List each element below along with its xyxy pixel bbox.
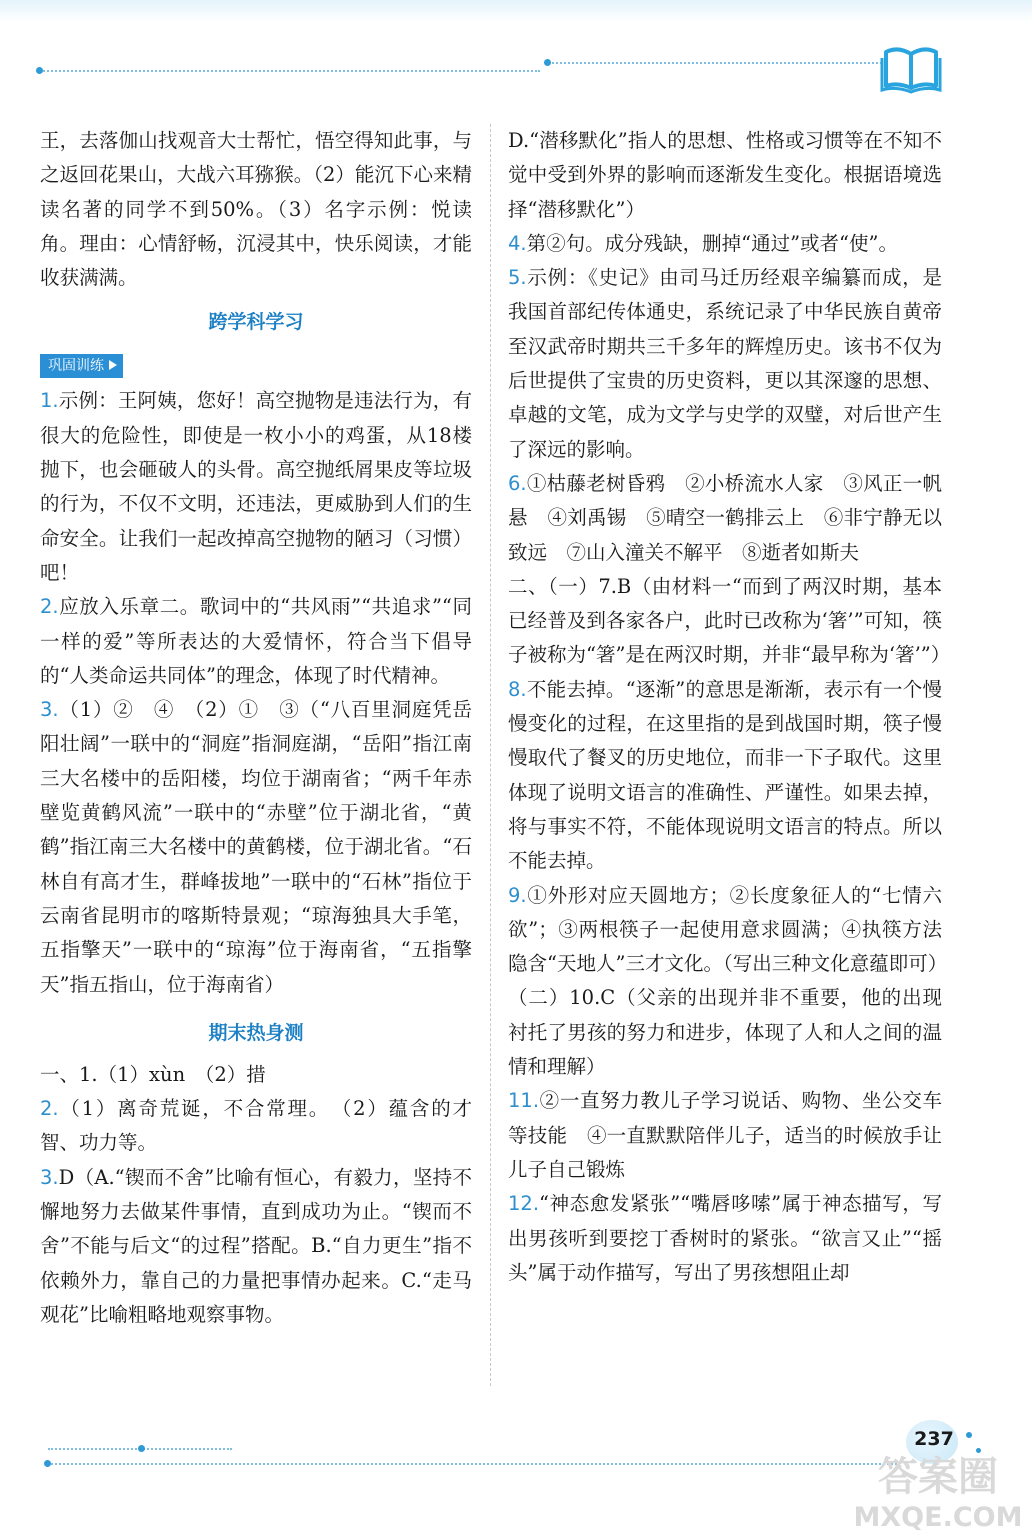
item-text: 示例：王阿姨，您好！高空抛物是违法行为，有很大的危险性，即使是一枚小小的鸡蛋，从18楼抛下，也会砸破人的头骨。高空抛纸屑果皮等垃圾的行为，不仅不文明，还违法，更威胁到人们的生命安全。让我们一起改掉高空抛物的陋习（习惯）吧！ [40,389,472,584]
answer-item [508,1187,942,1290]
section-title-final-warmup: 期末热身测 [208,1021,304,1044]
watermark-bottom-text: MXQE.COM [853,1502,1023,1532]
item-number: 9. [508,883,527,907]
header-dot [36,67,43,74]
answer-continuation: D.“潜移默化”指人的思想、性格或习惯等在不知不觉中受到外界的影响而逐渐发生变化。根据语境选择“潜移默化”） [508,129,942,221]
header-dotted-line-left [40,70,540,72]
item-text: 第②句。成分残缺，删掉“通过”或者“使”。 [526,231,898,255]
answer-item [40,1092,472,1161]
practice-badge [40,354,123,378]
answer-item [508,879,948,982]
item-number: 2. [40,1097,59,1121]
item-text: ②一直努力教儿子学习说话、购物、坐公交车等技能 ④一直默默陪伴儿子，适当的时候放手让儿子自己锻炼 [508,1089,942,1181]
book-icon [880,44,942,94]
top-band [0,0,1032,22]
answer-item [40,693,472,1002]
item-number: 3. [40,698,59,722]
item-text: ①外形对应天圆地方；②长度象征人的“七情六欲”；③两根筷子一起使用意求圆满；④执筷方法隐含“天地人”三才文化。（写出三种文化意蕴即可） [508,883,948,976]
item-text: D（A.“锲而不舍”比喻有恒心，有毅力，坚持不懈地努力去做某件事情，直到成功为止。“锲而不舍”不能与后文“的过程”搭配。B.“自力更生”指不依赖外力，靠自己的力量把事情办起来。C.“走马观花”比喻粗略地观察事物。 [40,1165,472,1326]
answer-item [40,1161,472,1332]
watermark-top-text: 答案圈 [878,1454,998,1500]
item-number: 4. [508,231,527,255]
right-column [508,124,951,1290]
item-number: 5. [508,266,527,290]
item-number: 12. [508,1192,540,1216]
footer-dot [138,1445,145,1452]
item-number: 8. [508,677,527,701]
footer-dot [44,1460,51,1467]
left-column [40,124,472,1332]
header-dot [544,59,551,66]
answer-item [508,467,942,570]
page-dot [966,1432,972,1438]
answer-item: 一、1.（1）xùn （2）措 [40,1062,266,1086]
answer-item [508,1084,942,1187]
watermark-logo [846,1448,1026,1532]
footer-dotted-line-long [48,1463,900,1465]
answer-item [508,261,942,467]
answer-item [508,673,942,879]
answer-item [40,590,472,693]
answer-item [508,227,942,261]
answer-item [40,384,472,590]
item-text: （1）离奇荒诞，不合常理。 （2）蕴含的才智、功力等。 [40,1097,472,1155]
item-number: 2. [40,595,59,619]
triangle-right-icon [109,360,117,370]
item-text: 应放入乐章二。歌词中的“共风雨”“共追求”“同一样的爱”等所表达的大爱情怀，符合当下倡导的“人类命运共同体”的理念，体现了时代精神。 [40,595,472,687]
item-number: 6. [508,471,527,495]
intro-paragraph: 王，去落伽山找观音大士帮忙，悟空得知此事，与之返回花果山，大战六耳猕猴。（2）能沉下心来精读名著的同学不到50%。（3）名字示例：悦读角。理由：心情舒畅，沉浸其中，快乐阅读，才能收获满满。 [40,129,472,290]
item-number: 3. [40,1165,59,1189]
item-text: 不能去掉。“逐渐”的意思是渐渐，表示有一个慢慢变化的过程，在这里指的是到战国时期，筷子慢慢取代了餐叉的历史地位，而非一下子取代。这里体现了说明文语言的准确性、严谨性。如果去掉，将与事实不符，不能体现说明文语言的特点。所以不能去掉。 [508,677,942,873]
header-dotted-line-right [548,62,882,64]
item-number: 1. [40,389,59,413]
item-number: 11. [508,1089,540,1113]
section-title-cross-discipline: 跨学科学习 [208,311,304,334]
item-text: 示例：《史记》由司马迁历经艰辛编纂而成，是我国首部纪传体通史，系统记录了中华民族自黄帝至汉武帝时期共三千多年的辉煌历史。该书不仅为后世提供了宝贵的历史资料，更以其深邃的思想、卓越的文笔，成为文学与史学的双璧，对后世产生了深远的影响。 [508,266,942,461]
page-number: 237 [914,1428,954,1450]
item-text: “神态愈发紧张”“嘴唇哆嗦”属于神态描写，写出男孩听到要挖丁香树时的紧张。“欲言又止”“摇头”属于动作描写，写出了男孩想阻止却 [508,1192,942,1284]
answer-item: （二）10.C（父亲的出现并非不重要，他的出现衬托了男孩的努力和进步，体现了人和人之间的温情和理解） [508,986,942,1079]
item-text: （1）② ④ （2）① ③（“八百里洞庭凭岳阳壮阔”一联中的“洞庭”指洞庭湖，“岳阳”指江南三大名楼中的岳阳楼，均位于湖南省；“两千年赤壁览黄鹤风流”一联中的“赤壁”位于湖北省，“黄鹤”指江南三大名楼中的黄鹤楼，位于湖北省。“石林自有高才生，群峰拔地”一联中的“石林”指位于云南省昆明市的喀斯特景观；“琼海独具大手笔，五指擎天”一联中的“琼海”位于海南省，“五指擎天”指五指山，位于海南省） [40,698,472,996]
answer-item: 二、（一）7.B（由材料一“而到了两汉时期，基本已经普及到各家各户，此时已改称为‘箸’”可知，筷子被称为“箸”是在两汉时期，并非“最早称为‘箸’”） [508,574,951,667]
column-divider [490,124,491,1386]
badge-label: 巩固训练 [48,358,104,375]
item-text: ①枯藤老树昏鸦 ②小桥流水人家 ③风正一帆悬 ④刘禹锡 ⑤晴空一鹤排云上 ⑥非宁静无以致远 ⑦山入潼关不解平 ⑧逝者如斯夫 [508,471,942,564]
